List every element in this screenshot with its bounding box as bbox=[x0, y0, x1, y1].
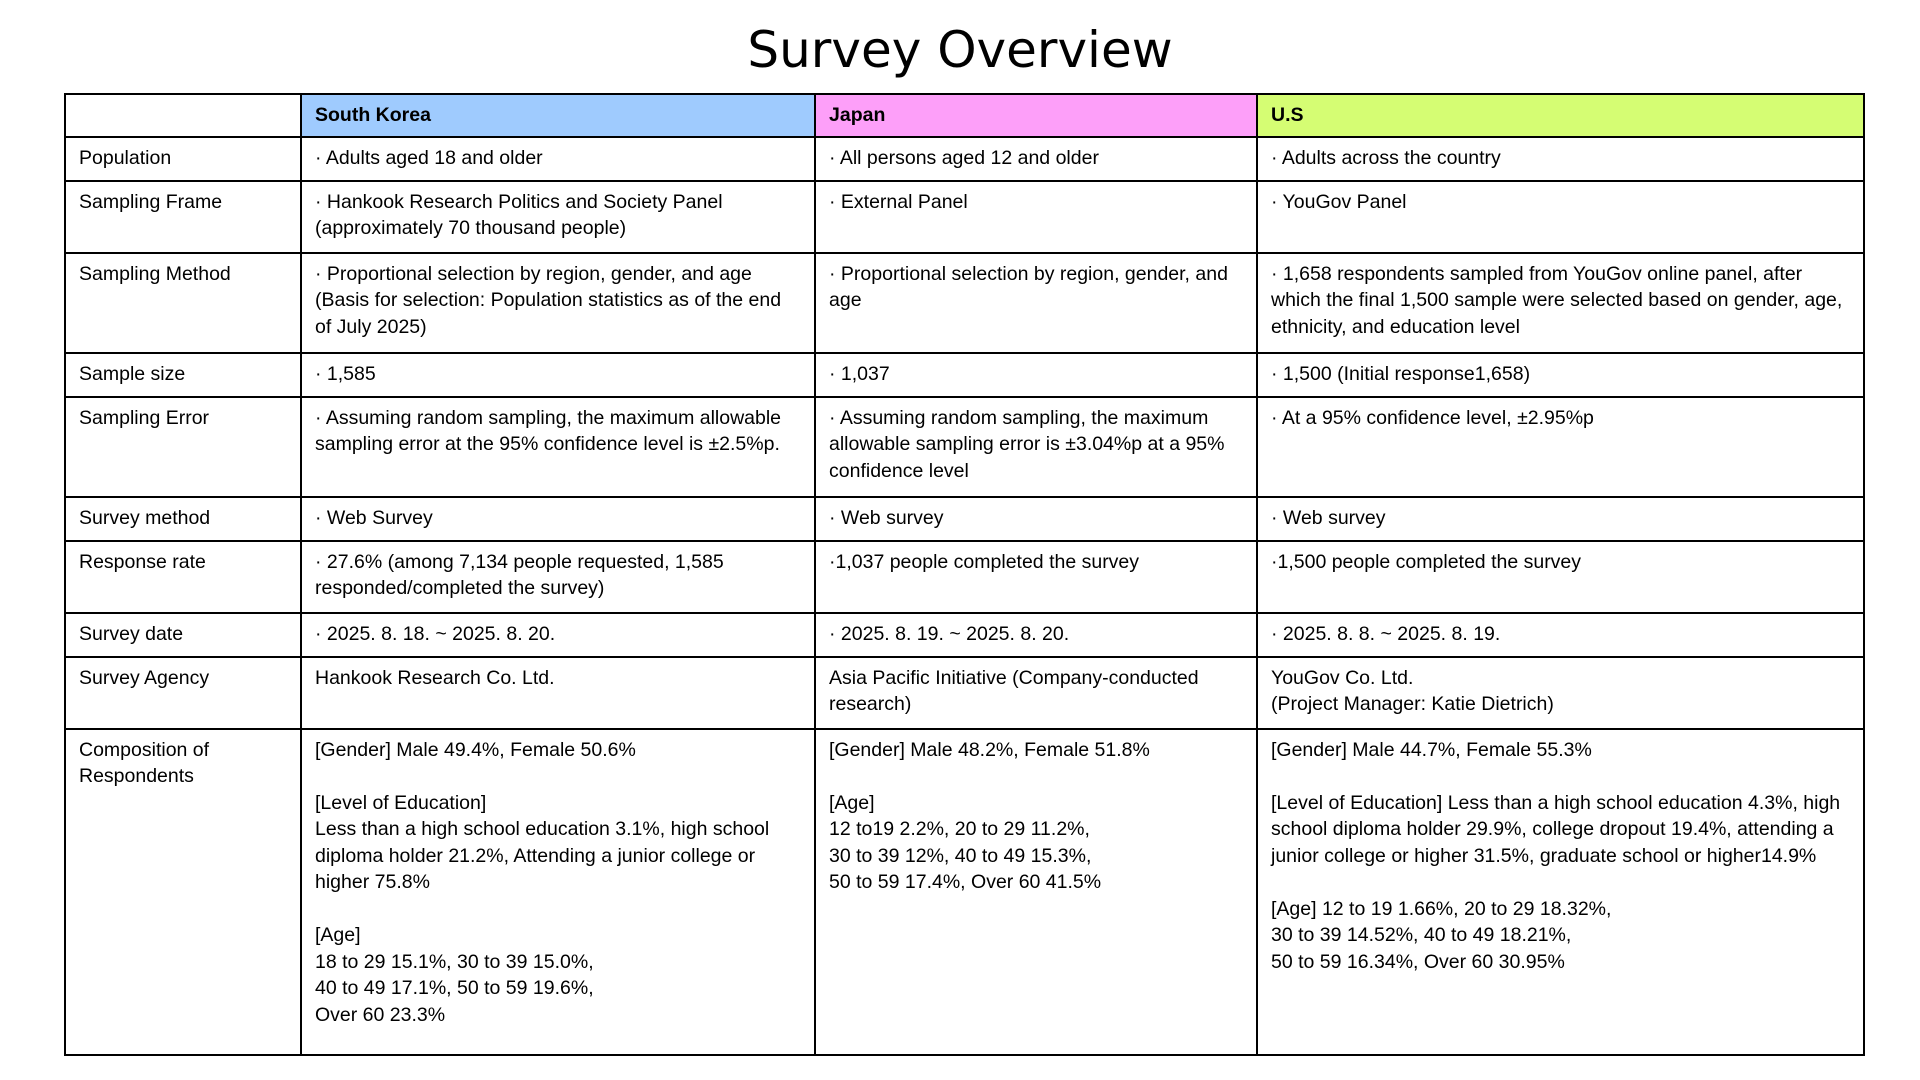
table-cell: · 1,658 respondents sampled from YouGov online panel, after which the final 1,500 sample were selected based on gender, age, ethnicity, and education level bbox=[1257, 253, 1864, 353]
row-label: Sample size bbox=[65, 353, 301, 397]
table-row bbox=[65, 181, 1864, 253]
table-cell: · 1,500 (Initial response1,658) bbox=[1257, 353, 1864, 397]
table-cell: · Web survey bbox=[815, 497, 1257, 541]
table-cell: · Proportional selection by region, gender, and age bbox=[815, 253, 1257, 353]
header-south-korea: South Korea bbox=[301, 94, 815, 137]
table-cell: · 2025. 8. 8. ~ 2025. 8. 19. bbox=[1257, 613, 1864, 657]
table-cell: · Hankook Research Politics and Society Panel (approximately 70 thousand people) bbox=[301, 181, 815, 253]
table-cell: Asia Pacific Initiative (Company-conducted research) bbox=[815, 657, 1257, 729]
table-cell: · 2025. 8. 19. ~ 2025. 8. 20. bbox=[815, 613, 1257, 657]
table-cell: · External Panel bbox=[815, 181, 1257, 253]
table-row bbox=[65, 657, 1864, 729]
table-cell: [Gender] Male 44.7%, Female 55.3% [Level of Education] Less than a high school education 4.3%, high school diploma holder 29.9%, college dropout 19.4%, attending a junior college or higher 31.5%, graduate school or higher14.9% [Age] 12 to 19 1.66%, 20 to 29 18.32%, 30 to 39 14.52%, 40 to 49 18.21%, 50 to 59 16.34%, Over 60 30.95% bbox=[1257, 729, 1864, 1055]
row-label: Sampling Error bbox=[65, 397, 301, 497]
table-cell: · Web survey bbox=[1257, 497, 1864, 541]
table-cell: Hankook Research Co. Ltd. bbox=[301, 657, 815, 729]
table-cell: · Adults aged 18 and older bbox=[301, 137, 815, 181]
table-cell: · Assuming random sampling, the maximum allowable sampling error is ±3.04%p at a 95% confidence level bbox=[815, 397, 1257, 497]
table-cell: · Web Survey bbox=[301, 497, 815, 541]
table-cell: · Adults across the country bbox=[1257, 137, 1864, 181]
table-cell: · 2025. 8. 18. ~ 2025. 8. 20. bbox=[301, 613, 815, 657]
header-row bbox=[65, 94, 1864, 137]
row-label: Survey method bbox=[65, 497, 301, 541]
header-us: U.S bbox=[1257, 94, 1864, 137]
table-cell: [Gender] Male 48.2%, Female 51.8% [Age] 12 to19 2.2%, 20 to 29 11.2%, 30 to 39 12%, 40 to 49 15.3%, 50 to 59 17.4%, Over 60 41.5% bbox=[815, 729, 1257, 1055]
table-row bbox=[65, 353, 1864, 397]
table-cell: [Gender] Male 49.4%, Female 50.6% [Level of Education] Less than a high school education 3.1%, high school diploma holder 21.2%, Attending a junior college or higher 75.8% [Age] 18 to 29 15.1%, 30 to 39 15.0%, 40 to 49 17.1%, 50 to 59 19.6%, Over 60 23.3% bbox=[301, 729, 815, 1055]
page-title: Survey Overview bbox=[747, 21, 1173, 79]
row-label: Composition of Respondents bbox=[65, 729, 301, 1055]
row-label: Survey Agency bbox=[65, 657, 301, 729]
row-label: Sampling Frame bbox=[65, 181, 301, 253]
row-label: Population bbox=[65, 137, 301, 181]
table-row bbox=[65, 253, 1864, 353]
table-row bbox=[65, 137, 1864, 181]
header-blank-cell bbox=[65, 94, 301, 137]
table-cell: · All persons aged 12 and older bbox=[815, 137, 1257, 181]
survey-overview-table bbox=[64, 93, 1865, 1056]
table-cell: · Proportional selection by region, gender, and age (Basis for selection: Population statistics as of the end of July 2025) bbox=[301, 253, 815, 353]
table-row bbox=[65, 541, 1864, 613]
row-label: Survey date bbox=[65, 613, 301, 657]
table-cell: · 27.6% (among 7,134 people requested, 1,585 responded/completed the survey) bbox=[301, 541, 815, 613]
table-cell: · 1,585 bbox=[301, 353, 815, 397]
row-label: Sampling Method bbox=[65, 253, 301, 353]
header-japan: Japan bbox=[815, 94, 1257, 137]
table-row bbox=[65, 613, 1864, 657]
table-row bbox=[65, 497, 1864, 541]
table-cell: · 1,037 bbox=[815, 353, 1257, 397]
table-row bbox=[65, 397, 1864, 497]
table-cell: · Assuming random sampling, the maximum allowable sampling error at the 95% confidence level is ±2.5%p. bbox=[301, 397, 815, 497]
table-cell: · YouGov Panel bbox=[1257, 181, 1864, 253]
row-label: Response rate bbox=[65, 541, 301, 613]
table-cell: · At a 95% confidence level, ±2.95%p bbox=[1257, 397, 1864, 497]
table-cell: ·1,037 people completed the survey bbox=[815, 541, 1257, 613]
table-cell: YouGov Co. Ltd. (Project Manager: Katie Dietrich) bbox=[1257, 657, 1864, 729]
table-cell: ·1,500 people completed the survey bbox=[1257, 541, 1864, 613]
table-row bbox=[65, 729, 1864, 1055]
